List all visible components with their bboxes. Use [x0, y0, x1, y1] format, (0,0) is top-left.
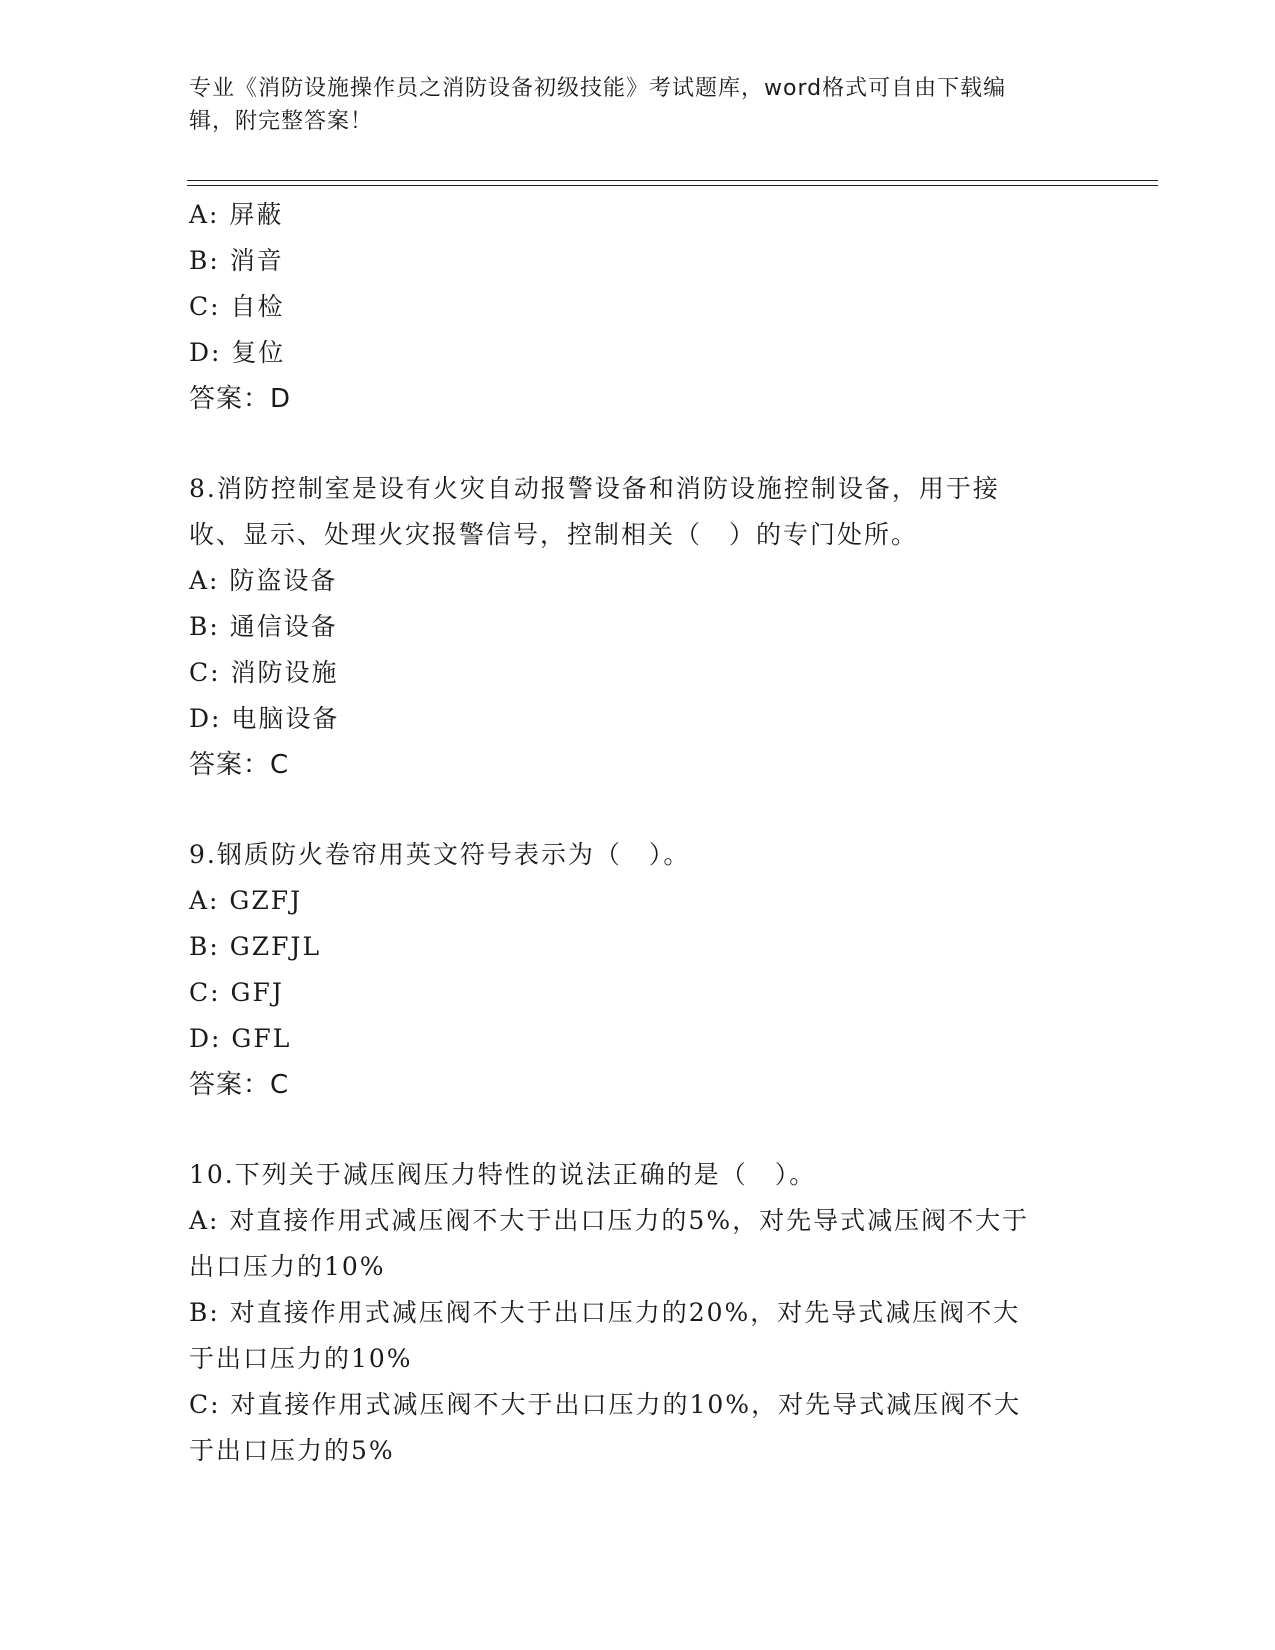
q7-answer: 答案：D: [189, 384, 292, 414]
document-header: [189, 72, 1089, 138]
spacer: [189, 788, 1089, 832]
question-list: [189, 192, 1089, 1474]
q7-option-d: D: 复位: [189, 338, 286, 367]
q8-option-d: D: 电脑设备: [189, 704, 340, 733]
q7-option-a: A: 屏蔽: [189, 200, 284, 229]
q9-option-b: B: GZFJL: [189, 932, 322, 961]
q8-stem-line-2: 收、显示、处理火灾报警信号，控制相关（ ）的专门处所。: [189, 520, 919, 549]
spacer: [189, 1108, 1089, 1152]
q9-option-a: A: GZFJ: [189, 886, 303, 915]
header-rule-bottom: [187, 185, 1158, 186]
header-line-2: 辑，附完整答案！: [189, 109, 374, 134]
q10-option-b-line-1: B: 对直接作用式减压阀不大于出口压力的20%，对先导式减压阀不大: [189, 1298, 1021, 1327]
q8-answer: 答案：C: [189, 750, 290, 780]
q9-stem: 9.钢质防火卷帘用英文符号表示为（ ）。: [189, 840, 691, 869]
question-8: [189, 466, 1089, 788]
q7-option-c: C: 自检: [189, 292, 285, 321]
q10-option-c-line-2: 于出口压力的5%: [189, 1436, 395, 1465]
q7-option-b: B: 消音: [189, 246, 284, 275]
q8-option-a: A: 防盗设备: [189, 566, 338, 595]
question-7: [189, 192, 1089, 422]
q10-stem: 10.下列关于减压阀压力特性的说法正确的是（ ）。: [189, 1160, 817, 1189]
spacer: [189, 422, 1089, 466]
question-9: [189, 832, 1089, 1108]
q10-option-c-line-1: C: 对直接作用式减压阀不大于出口压力的10%，对先导式减压阀不大: [189, 1390, 1022, 1419]
q9-answer: 答案：C: [189, 1070, 290, 1100]
q8-option-b: B: 通信设备: [189, 612, 338, 641]
q8-option-c: C: 消防设施: [189, 658, 339, 687]
q10-option-a-line-1: A: 对直接作用式减压阀不大于出口压力的5%，对先导式减压阀不大于: [189, 1206, 1030, 1235]
header-line-1: 专业《消防设施操作员之消防设备初级技能》考试题库，word格式可自由下载编: [189, 76, 1007, 101]
q8-stem-line-1: 8.消防控制室是设有火灾自动报警设备和消防设施控制设备，用于接: [189, 474, 1000, 503]
q10-option-b-line-2: 于出口压力的10%: [189, 1344, 413, 1373]
question-10: [189, 1152, 1089, 1474]
q10-option-a-line-2: 出口压力的10%: [189, 1252, 386, 1281]
q9-option-d: D: GFL: [189, 1024, 292, 1053]
q9-option-c: C: GFJ: [189, 978, 284, 1007]
header-rule-top: [187, 180, 1158, 181]
